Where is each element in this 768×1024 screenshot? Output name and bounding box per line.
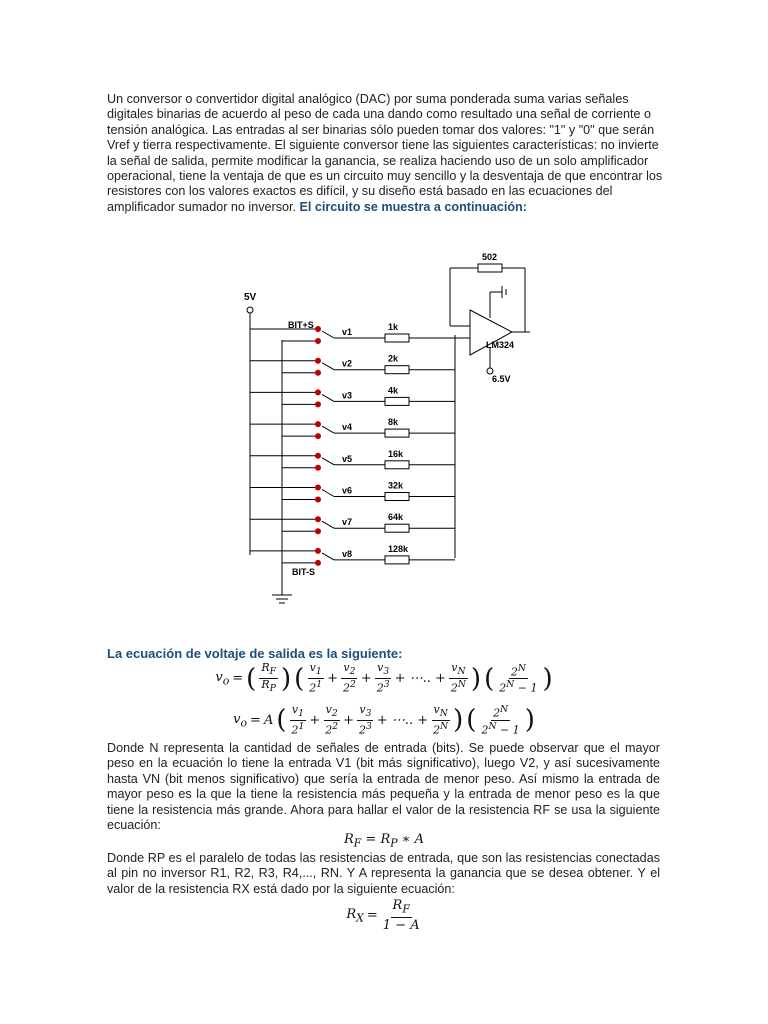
resistor-value-label: 2k: [388, 353, 399, 364]
input-resistor: [385, 493, 409, 501]
rx-equation: $R_X$ = $\frac{R_F}{1 - A}$: [346, 898, 420, 933]
switch-contact-low: [315, 497, 321, 503]
input-resistor: [385, 429, 409, 437]
rf-equation: $R_F = R_P$ ∗ A: [343, 832, 425, 850]
input-label: v4: [342, 422, 353, 433]
paragraph-rp-explanation: Donde RP es el paralelo de todas las resistencias de entrada, que son las resistencias conectadas al pin no inversor R1, R2, R3, R4,..., RN. Y A representa la ganancia que se desea obtener. Y el valor de la resistencia RX está dado por la siguiente ecuación:: [107, 851, 660, 896]
switch-contact-high: [315, 421, 321, 427]
circuit-link[interactable]: El circuito se muestra a continuación:: [299, 199, 527, 214]
switch-contact-low: [315, 370, 321, 376]
supply-label: 5V: [244, 292, 257, 303]
opamp-label: LM324: [486, 340, 515, 350]
input-label: v7: [342, 517, 353, 528]
resistor-value-label: 8k: [388, 417, 399, 428]
switch-arm[interactable]: [322, 426, 334, 433]
switch-contact-high: [315, 389, 321, 395]
switch-arm[interactable]: [322, 394, 334, 401]
paragraph-n-explanation: Donde N representa la cantidad de señales de entrada (bits). Se puede observar que el mayor peso en la ecuación lo tiene la entrada V1 (bit más significativo), luego V2, y así sucesivamente hasta VN (bit menos significativo) que sería la entrada de menor peso. Así mismo la entrada de mayor peso es la que la tiene la resistencia más pequeña y la entrada de menor peso es la que tiene la resistencia más grande. Ahora para hallar el valor de la resistencia RF se usa la siguiente ecuación:: [107, 741, 660, 833]
switch-arm[interactable]: [322, 363, 334, 370]
switch-arm[interactable]: [322, 553, 334, 560]
input-resistor: [385, 397, 409, 405]
switch-contact-high: [315, 358, 321, 364]
resistor-value-label: 1k: [388, 322, 399, 332]
input-resistor: [385, 524, 409, 532]
output-voltage-gain-equation: $v_o$ = A ( $\frac{v_1}{2^1}$ + $\frac{v_2}{2^2}$ + $\frac{v_3}{2^3}$ + ⋯.. + $\frac{v_N}{2^N}$ ) ( $\frac{2^N}{2^N - 1}$ ): [233, 703, 535, 737]
switch-contact-high: [315, 516, 321, 522]
input-label: v1: [342, 327, 353, 337]
input-label: v8: [342, 548, 353, 559]
input-label: v2: [342, 358, 353, 369]
switch-contact-high: [315, 485, 321, 491]
dac-circuit-diagram: [230, 250, 540, 610]
resistor-value-label: 64k: [388, 512, 404, 523]
switch-arm[interactable]: [322, 458, 334, 465]
input-resistor: [385, 366, 409, 374]
feedback-resistor-label: 502: [482, 252, 498, 262]
switch-contact-high: [315, 453, 321, 459]
input-label: v5: [342, 453, 353, 464]
switch-contact-low: [315, 528, 321, 534]
bit-bottom-label: BIT-S: [292, 567, 316, 577]
equation-heading: La ecuación de voltaje de salida es la siguiente:: [107, 646, 403, 661]
switch-contact-low: [315, 401, 321, 407]
intro-paragraph: [107, 92, 667, 215]
input-resistor: [385, 556, 409, 564]
switch-arm[interactable]: [322, 521, 334, 528]
input-resistor: [385, 461, 409, 469]
switch-arm[interactable]: [322, 490, 334, 497]
switch-contact-high: [315, 548, 321, 554]
output-voltage-equation: $v_o$ = ( $\frac{R_F}{R_P}$ ) ( $\frac{v_1}{2^1}$ + $\frac{v_2}{2^2}$ + $\frac{v_3}{2^3}$ + ⋯.. + $\frac{v_N}{2^N}$ ) ( $\frac{2^N}{2^N - 1}$ ): [215, 661, 553, 696]
input-label: v6: [342, 485, 353, 496]
resistor-value-label: 128k: [388, 543, 409, 554]
switch-contact-low: [315, 433, 321, 439]
switch-contact-low: [315, 465, 321, 471]
switch-contact-low: [315, 560, 321, 566]
opamp-supply-label: 6.5V: [492, 374, 511, 384]
bit-top-label: BIT+S: [288, 320, 314, 330]
switch-contact-low: [315, 338, 321, 344]
resistor-value-label: 16k: [388, 448, 404, 459]
switch-contact-high: [315, 326, 321, 332]
intro-text: Un conversor o convertidor digital analógico (DAC) por suma ponderada suma varias señales digitales binarias de acuerdo al peso de cada una dando como resultado una señal de corriente o tensión analógica. Las entradas al ser binarias sólo pueden tomar dos valores: "1" y "0" que serán Vref y tierra respectivamente. El siguiente conversor tiene las siguientes características: no invierte la señal de salida, permite modificar la ganancia, se realiza haciendo uso de un solo amplificador operacional, tiene la ventaja de que es un circuito muy sencillo y la desventaja de que encontrar los resistores con los valores exactos es difícil, y su diseño está basado en las ecuaciones del amplificador sumador no inversor.: [107, 92, 663, 214]
resistor-value-label: 4k: [388, 385, 399, 396]
switch-arm[interactable]: [322, 331, 334, 338]
input-resistor: [385, 334, 409, 342]
input-label: v3: [342, 390, 353, 401]
resistor-value-label: 32k: [388, 480, 404, 491]
